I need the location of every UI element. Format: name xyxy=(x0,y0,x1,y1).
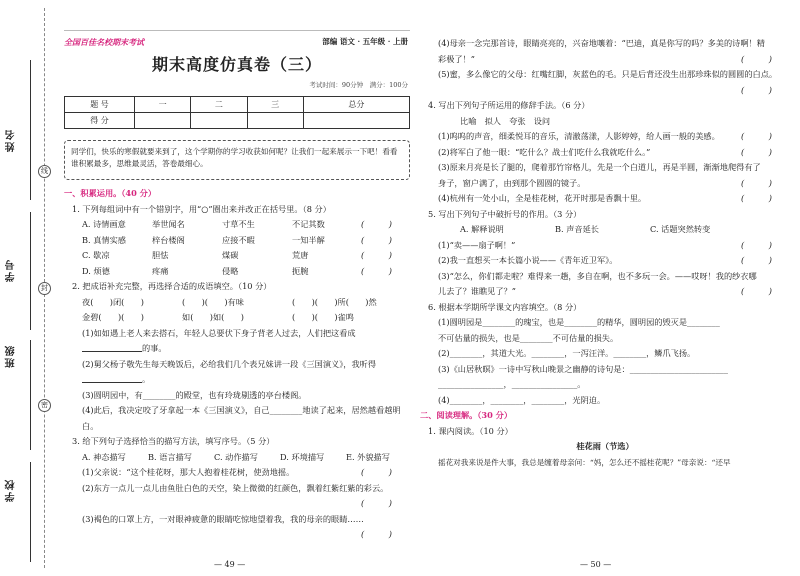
option-label: B. 语言描写 xyxy=(148,451,192,462)
student-id-label: 学号 xyxy=(6,258,17,282)
option-word[interactable]: 应接不暇 xyxy=(222,234,255,245)
school-label: 学校 xyxy=(6,478,17,502)
question-option-row xyxy=(64,450,410,466)
idiom-blank[interactable]: ( )( )所( )然 xyxy=(292,296,377,307)
option-word[interactable]: 煤碳 xyxy=(222,250,239,260)
table-header-cell: 二 xyxy=(191,97,247,113)
question-option-row xyxy=(64,264,410,280)
question-item xyxy=(64,512,410,528)
fill-text: 不可估量的损失，也是________不可估量的损失。 xyxy=(438,332,619,343)
fill-item xyxy=(420,377,790,393)
table-row-label: 得 分 xyxy=(65,113,135,129)
answer-paren[interactable]: ( ) xyxy=(361,265,392,276)
question-item xyxy=(420,253,790,269)
question-item xyxy=(420,83,790,99)
option-label: C. 话题突然转变 xyxy=(650,224,711,234)
option-word[interactable]: B. 真情实感 xyxy=(82,234,126,245)
idiom-row xyxy=(64,310,410,326)
answer-paren[interactable]: ( ) xyxy=(741,239,772,250)
question-item xyxy=(64,527,410,543)
fill-item xyxy=(64,372,410,388)
reading-question: 1. 课内阅读。（10 分） xyxy=(428,425,513,436)
page-number: — 49 — xyxy=(214,560,246,569)
question-2: 2. 把成语补充完整，再选择合适的成语填空。（10 分） xyxy=(72,281,272,291)
option-word[interactable]: 胆怯 xyxy=(152,250,169,260)
table-header-cell: 题 号 xyxy=(65,97,135,113)
answer-paren[interactable]: ( ) xyxy=(361,234,392,245)
left-page xyxy=(64,0,410,576)
fill-item xyxy=(420,331,790,347)
fill-item xyxy=(420,346,790,362)
option-label: E. 外貌描写 xyxy=(346,451,390,462)
question-option-row xyxy=(64,248,410,264)
class-field[interactable] xyxy=(30,340,31,450)
table-row xyxy=(65,113,410,129)
option-word[interactable]: D. 烦德 xyxy=(82,265,110,276)
option-word[interactable]: 扼腕 xyxy=(292,265,309,276)
fill-item xyxy=(420,393,790,409)
passage-text: 摇花对我来说是件大事，我总是缠着母亲问：“妈，怎么还不摇桂花呢？”母亲说：“还早 xyxy=(438,457,731,467)
fill-text: (2)舅父杨子敬先生每天晚饭后，必给我们几个表兄妹讲一段《三国演义》，我听得 xyxy=(82,358,377,369)
right-page xyxy=(420,0,790,576)
idiom-blank[interactable]: 夜( )闭( ) xyxy=(82,296,144,307)
fill-item xyxy=(64,357,410,373)
fill-item xyxy=(420,362,790,378)
subject-label: 部编 语文 · 五年级 · 上册 xyxy=(322,37,408,46)
item-text: (2)我一直想买一本长篇小说——《青年近卫军》。 xyxy=(438,255,618,265)
page-number: — 50 — xyxy=(580,560,612,569)
fill-text: (3)圆明园中，有________的殿堂，也有玲珑剔透的亭台楼阁。 xyxy=(82,389,307,400)
answer-paren[interactable]: ( ) xyxy=(741,53,772,64)
table-header-cell: 总分 xyxy=(303,97,409,113)
answer-paren[interactable]: ( ) xyxy=(741,131,772,141)
option-word[interactable]: 寸草不生 xyxy=(222,219,255,229)
fill-text: ________________，________________。 xyxy=(438,379,586,389)
item-text: (3)褐色的口罩上方，一对眼神疲惫的眼睛吃惊地望着我，我的母亲的眼睛…… xyxy=(82,513,364,524)
question-6: 6. 根据本学期所学课文内容填空。（8 分） xyxy=(428,301,582,312)
binding-margin xyxy=(0,0,64,576)
passage-title: 桂花雨（节选） xyxy=(576,441,634,451)
item-text: 彩极了！” xyxy=(438,53,475,64)
item-text: (1)父亲说：“这个桂花呀，那大人抱着桂花树，使劲地摇。 xyxy=(82,467,295,477)
fill-text: (2)________，其道大光。________，一泻汪洋。________，鳞爪飞扬。 xyxy=(438,348,696,358)
question-item xyxy=(64,465,410,481)
fill-text: 。 xyxy=(142,374,151,384)
section-heading: 二、阅读理解。（30 分） xyxy=(420,410,513,420)
seal-mark: 密 xyxy=(38,399,51,412)
intro-box: 同学们，快乐的寒假就要来到了，这个学期你的学习收获如何呢？让我们一起来展示一下吧！看看谁积累最多，思维最灵活，答卷最细心。 xyxy=(64,140,410,180)
idiom-blank[interactable]: ( )( )有味 xyxy=(182,296,244,307)
option-label: D. 环境描写 xyxy=(280,451,325,462)
answer-paren[interactable]: ( ) xyxy=(741,177,772,188)
answer-paren[interactable]: ( ) xyxy=(741,84,772,95)
item-text: (4)杭州有一处小山，全是桂花树，花开时那是香飘十里。 xyxy=(438,193,647,203)
item-text: (3)原来月亮是长了腿的，爬着那竹帘格儿，先是一个白道儿，再是半圆，渐渐地爬得有了 xyxy=(438,162,761,172)
fill-text: 白。 xyxy=(82,420,99,431)
fill-item xyxy=(420,315,790,331)
answer-paren[interactable]: ( ) xyxy=(741,146,772,157)
question-item xyxy=(420,36,790,52)
question-item xyxy=(420,191,790,207)
exam-meta: 考试时间：90分钟 满分：100分 xyxy=(309,81,408,89)
answer-paren[interactable]: ( ) xyxy=(361,529,392,539)
fill-text: (1)圆明园是________的瑰宝，也是________的精华，圆明园的毁灭是________ xyxy=(438,317,720,327)
exam-header xyxy=(64,30,410,94)
item-text: (1)呜呜的声音，细柔悦耳的音乐，清澈荡漾，人影婷婷，给人画一般的美感。 xyxy=(438,131,720,141)
question-option-row xyxy=(64,217,410,233)
fill-text: (4)此后，我决定咬了牙拿起一本《三国演义》，自己________地读了起来，居然越看越明 xyxy=(82,405,401,415)
seal-mark: 封 xyxy=(38,282,51,295)
question-item xyxy=(64,481,410,497)
question-item xyxy=(420,145,790,161)
fill-item xyxy=(64,419,410,435)
option-word[interactable]: 荒唐 xyxy=(292,250,309,260)
question-5: 5. 写出下列句子中破折号的作用。（3 分） xyxy=(428,208,582,219)
answer-paren[interactable]: ( ) xyxy=(741,286,772,296)
option-word[interactable]: 侵略 xyxy=(222,265,239,276)
answer-paren[interactable]: ( ) xyxy=(361,250,392,260)
right-questions xyxy=(420,36,790,470)
score-cell[interactable] xyxy=(247,113,303,129)
table-header-cell: 三 xyxy=(247,97,303,113)
fill-text: (3)《山居秋暝》一诗中写秋山晚景之幽静的诗句是：________________________ xyxy=(438,363,728,374)
question-item xyxy=(420,67,790,83)
question-3: 3. 给下列句子选择恰当的描写方法，填写序号。（5 分） xyxy=(72,436,275,446)
class-label: 班级 xyxy=(6,344,17,368)
fill-item xyxy=(64,403,410,419)
question-item xyxy=(420,269,790,285)
item-text: (5)蜜，多么像它的父母：红嘴红脚，灰蓝色的毛。只是后背还没生出那珍珠似的圆圆的白点。 xyxy=(438,69,778,79)
section-heading: 一、积累运用。（40 分） xyxy=(64,188,157,198)
option-word[interactable]: C. 歇凉 xyxy=(82,250,110,260)
option-word[interactable]: 举世闻名 xyxy=(152,219,185,229)
fill-item xyxy=(64,326,410,342)
score-cell[interactable] xyxy=(135,113,191,129)
answer-blank[interactable] xyxy=(82,343,142,352)
question-item xyxy=(420,176,790,192)
answer-paren[interactable]: ( ) xyxy=(361,498,392,508)
option-word[interactable]: 一知半解 xyxy=(292,234,325,245)
option-label: A. 神态描写 xyxy=(82,451,126,462)
answer-paren[interactable]: ( ) xyxy=(361,219,392,229)
answer-paren[interactable]: ( ) xyxy=(741,255,772,265)
contest-name: 全国百佳名校期末考试 xyxy=(64,37,144,47)
option-word[interactable]: 梓台楼阁 xyxy=(152,234,185,245)
idiom-row xyxy=(64,295,410,311)
question-1: 1. 下列每组词中有一个错别字，用“○”圈出来并改正在括号里。（8 分） xyxy=(72,203,331,214)
item-text: 身子，窗户满了，由到那个圆圆的镜子。 xyxy=(438,177,586,188)
question-4: 4. 写出下列句子所运用的修辞手法。（6 分） xyxy=(428,100,590,110)
question-item xyxy=(420,52,790,68)
score-table xyxy=(64,96,410,129)
item-text: (3)“怎么，你们都走啦？难得来一趟，多自在啊，也不多玩一会。——哎呀！我的纱衣哪 xyxy=(438,270,757,281)
option-word[interactable]: 不记其数 xyxy=(292,219,325,229)
student-id-field[interactable] xyxy=(30,212,31,330)
name-field[interactable] xyxy=(30,60,31,200)
option-word[interactable]: A. 诗情画意 xyxy=(82,219,126,229)
answer-paren[interactable]: ( ) xyxy=(361,467,392,477)
question-item xyxy=(420,129,790,145)
name-label: 姓名 xyxy=(6,128,17,152)
seal-mark: 线 xyxy=(38,165,51,178)
option-word[interactable]: 疼痛 xyxy=(152,265,169,276)
item-text: (2)将军白了他一眼：“吃什么？战士们吃什么我就吃什么。” xyxy=(438,146,651,157)
fill-item xyxy=(64,388,410,404)
fill-text: (4)________，________，________，光阴迫。 xyxy=(438,394,606,405)
item-text: (1)“卖——扇子啊！” xyxy=(438,239,516,250)
item-text: 儿去了？谁瞧见了？” xyxy=(438,286,516,296)
school-field[interactable] xyxy=(30,462,31,562)
idiom-blank[interactable]: ( )( )雀鸣 xyxy=(292,312,354,322)
option-label: B. 声音延长 xyxy=(555,224,599,234)
question-item xyxy=(64,496,410,512)
idiom-blank[interactable]: 如( )如( ) xyxy=(182,312,244,322)
table-header-cell: 一 xyxy=(135,97,191,113)
option-list: 比喻 拟人 夸张 设问 xyxy=(460,115,551,126)
answer-blank[interactable] xyxy=(82,374,142,383)
page-title: 期末高度仿真卷（三） xyxy=(151,55,322,74)
fill-item xyxy=(64,341,410,357)
option-label: C. 动作描写 xyxy=(214,451,258,462)
score-cell[interactable] xyxy=(303,113,409,129)
fill-text: 的事。 xyxy=(142,343,167,353)
item-text: (2)东方一点儿一点儿由鱼肚白色的天空，染上微微的红颜色，飘着红紫红紫的彩云。 xyxy=(82,482,389,493)
option-list xyxy=(420,222,790,238)
option-label: A. 解释说明 xyxy=(460,224,504,234)
question-item xyxy=(420,284,790,300)
question-item xyxy=(420,238,790,254)
fill-text: (1)如如遇上老人来去搭石，年轻人总要伏下身子背老人过去，人们把这看成 xyxy=(82,327,356,338)
section-1 xyxy=(64,186,410,543)
item-text: (4)母亲一念完那首诗，眼睛亮亮的，兴奋地嚷着：“巴迪，真是你写的吗？多美的诗啊！精 xyxy=(438,38,765,48)
question-option-row xyxy=(64,233,410,249)
idiom-blank[interactable]: 金碧( )( ) xyxy=(82,312,144,322)
question-item xyxy=(420,160,790,176)
table-row xyxy=(65,97,410,113)
answer-paren[interactable]: ( ) xyxy=(741,193,772,203)
score-cell[interactable] xyxy=(191,113,247,129)
